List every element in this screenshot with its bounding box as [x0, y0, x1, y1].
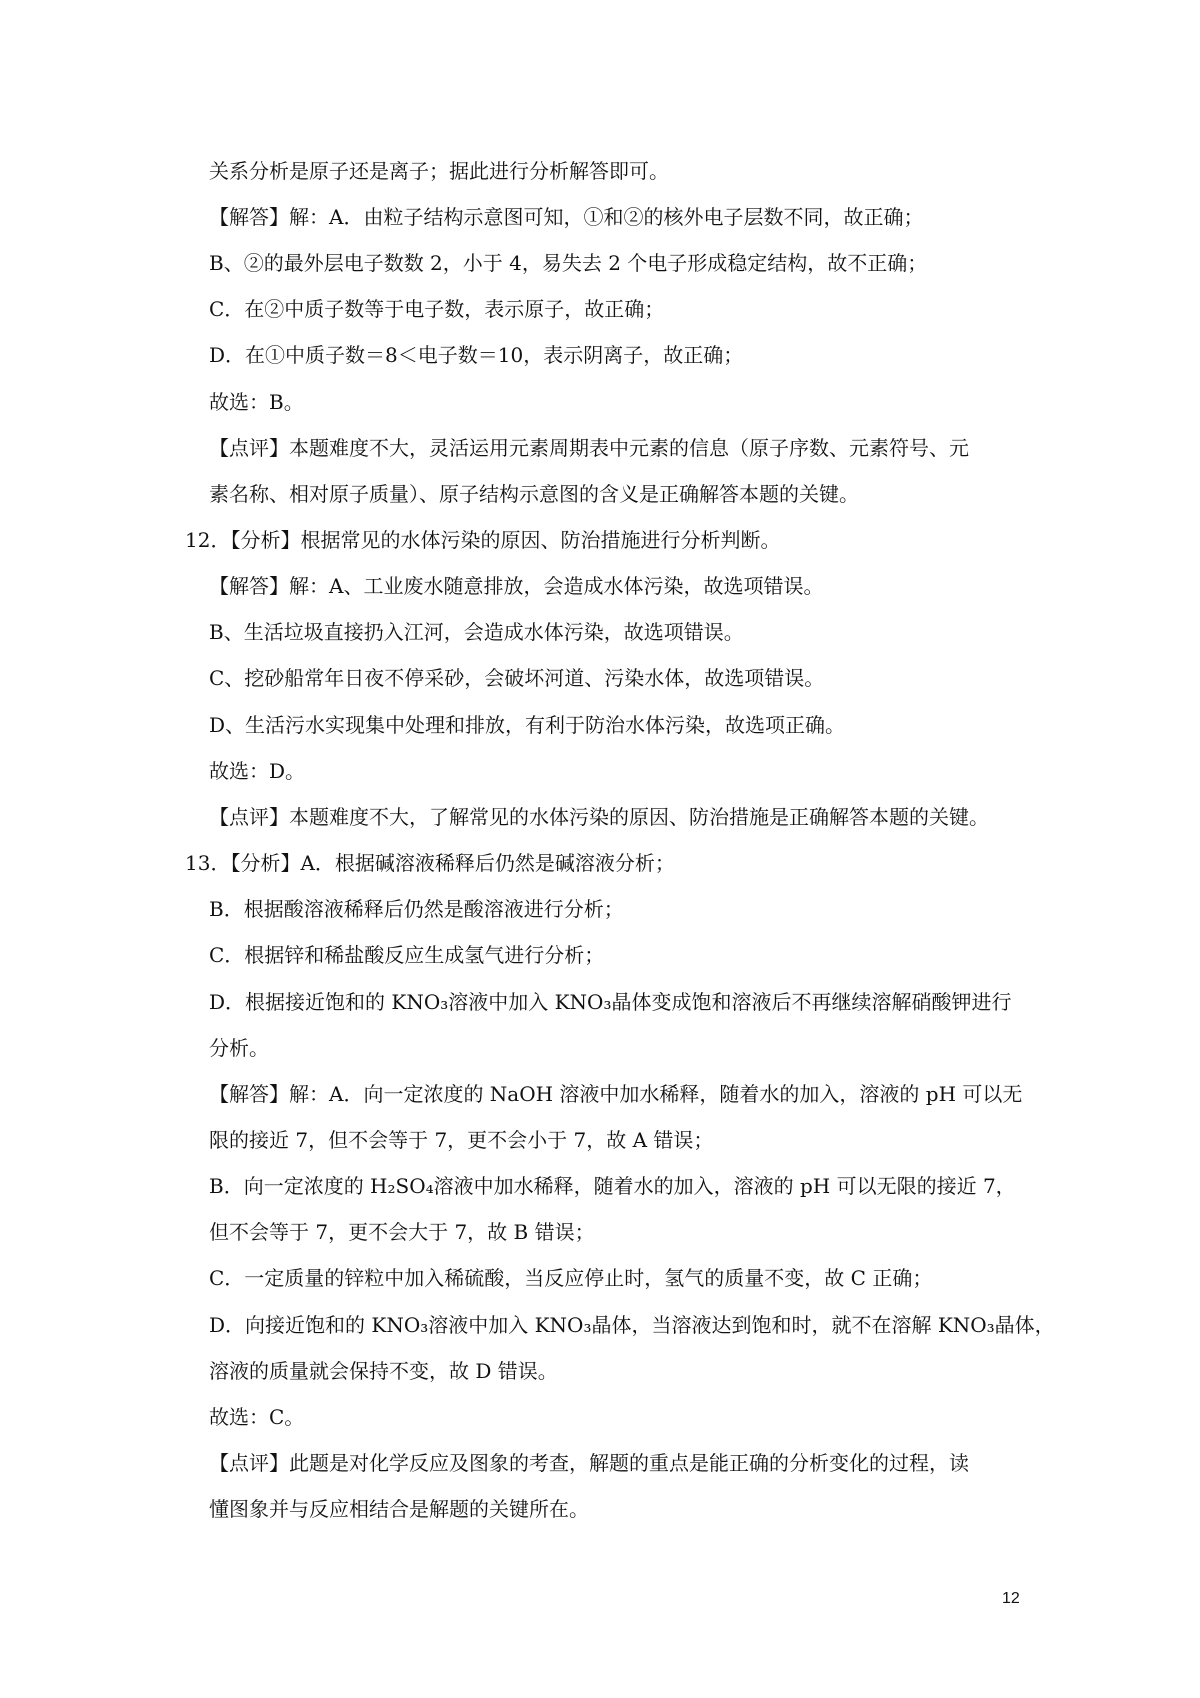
- text-line: D．根据接近饱和的 KNO₃溶液中加入 KNO₃晶体变成饱和溶液后不再继续溶解硝酸钾进行: [209, 990, 1012, 1014]
- text-line: 懂图象并与反应相结合是解题的关键所在。: [209, 1497, 589, 1521]
- text-line: 关系分析是原子还是离子；据此进行分析解答即可。: [209, 159, 669, 183]
- text-line: 分析。: [209, 1036, 269, 1060]
- text-line: D．向接近饱和的 KNO₃溶液中加入 KNO₃晶体，当溶液达到饱和时，就不在溶解 KNO₃晶体，: [209, 1313, 1055, 1337]
- question-heading: 12．【分析】根据常见的水体污染的原因、防治措施进行分析判断。: [185, 528, 781, 552]
- text-line: C．一定质量的锌粒中加入稀硫酸，当反应停止时，氢气的质量不变，故 C 正确；: [209, 1266, 933, 1290]
- text-line: 限的接近 7，但不会等于 7，更不会小于 7，故 A 错误；: [209, 1128, 714, 1152]
- text-line: B．向一定浓度的 H₂SO₄溶液中加水稀释，随着水的加入，溶液的 pH 可以无限的接近 7，: [209, 1174, 1016, 1198]
- text-line: B、生活垃圾直接扔入江河，会造成水体污染，故选项错误。: [209, 620, 744, 644]
- text-line: 【解答】解：A．向一定浓度的 NaOH 溶液中加水稀释，随着水的加入，溶液的 pH 可以无: [209, 1082, 1023, 1106]
- text-line: D、生活污水实现集中处理和排放，有利于防治水体污染，故选项正确。: [209, 713, 846, 737]
- text-line: 【点评】本题难度不大，灵活运用元素周期表中元素的信息（原子序数、元素符号、元: [209, 436, 969, 460]
- text-line: C．在②中质子数等于电子数，表示原子，故正确；: [209, 297, 665, 321]
- text-line: C．根据锌和稀盐酸反应生成氢气进行分析；: [209, 943, 605, 967]
- text-line: 故选：B。: [209, 390, 304, 414]
- text-line: B．根据酸溶液稀释后仍然是酸溶液进行分析；: [209, 897, 624, 921]
- question-heading: 13．【分析】A．根据碱溶液稀释后仍然是碱溶液分析；: [185, 851, 675, 875]
- text-line: 但不会等于 7，更不会大于 7，故 B 错误；: [209, 1220, 595, 1244]
- text-line: 【解答】解：A．由粒子结构示意图可知，①和②的核外电子层数不同，故正确；: [209, 205, 924, 229]
- text-line: 【点评】本题难度不大，了解常见的水体污染的原因、防治措施是正确解答本题的关键。: [209, 805, 989, 829]
- page-number: 12: [1002, 1590, 1020, 1607]
- text-line: 【解答】解：A、工业废水随意排放，会造成水体污染，故选项错误。: [209, 574, 824, 598]
- text-line: D．在①中质子数＝8＜电子数＝10，表示阴离子，故正确；: [209, 343, 744, 367]
- text-line: 溶液的质量就会保持不变，故 D 错误。: [209, 1359, 558, 1383]
- text-line: 故选：D。: [209, 759, 306, 783]
- text-line: 【点评】此题是对化学反应及图象的考查，解题的重点是能正确的分析变化的过程，读: [209, 1451, 969, 1475]
- text-line: 素名称、相对原子质量）、原子结构示意图的含义是正确解答本题的关键。: [209, 482, 859, 506]
- text-line: 故选：C。: [209, 1405, 305, 1429]
- text-line: C、挖砂船常年日夜不停采砂，会破坏河道、污染水体，故选项错误。: [209, 666, 825, 690]
- text-line: B、②的最外层电子数数 2，小于 4，易失去 2 个电子形成稳定结构，故不正确；: [209, 251, 928, 275]
